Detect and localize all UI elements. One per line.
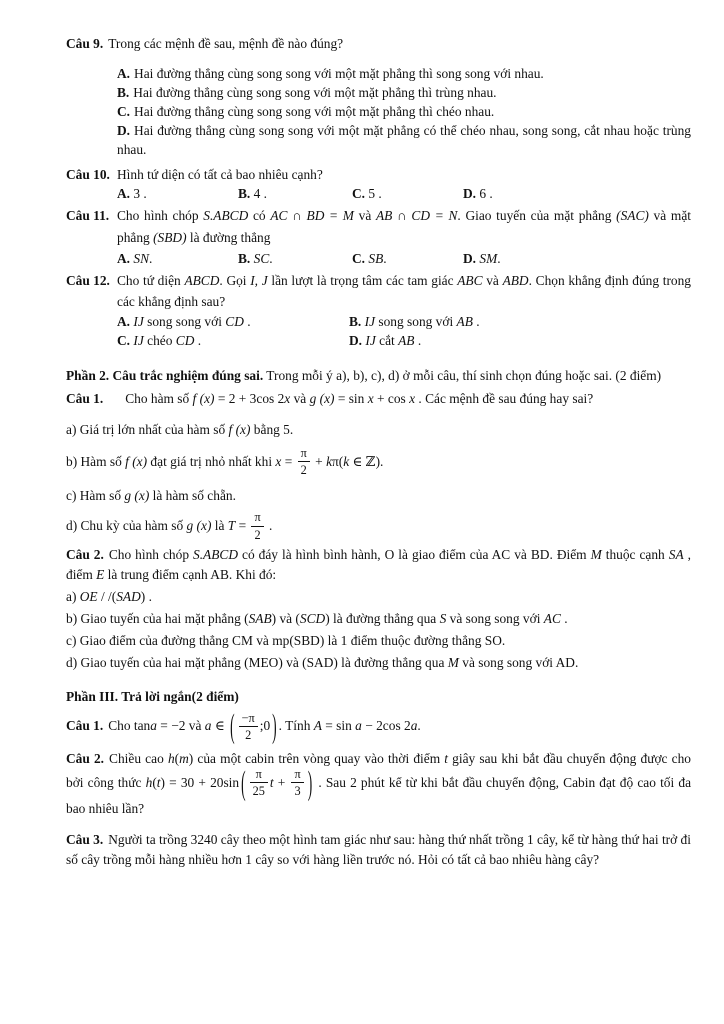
question-11-option-a bbox=[117, 249, 238, 268]
fraction: $\frac{\pi}{2}$ bbox=[298, 446, 310, 477]
fraction: $\frac{-\pi}{2}$ bbox=[239, 711, 258, 742]
question-12-option-b bbox=[349, 312, 691, 331]
part2-question-2-item-d: d) Giao tuyến của hai mặt phẳng (MEO) và (SAD) là đường thẳng qua M và song song với AD. bbox=[66, 654, 579, 670]
part2-question-2-body: Cho hình chóp S.ABCD có đáy là hình bình hành, O là giao điểm của AC và BD. Điểm M thuộc cạnh SA , điểm E là trung điểm cạnh AB. Khi đó: bbox=[66, 546, 691, 582]
option-text: IJ song song với CD . bbox=[133, 314, 251, 329]
question-9-option-d bbox=[117, 121, 691, 159]
fraction: $\frac{\pi}{3}$ bbox=[291, 767, 303, 798]
part3-question-1-body: Cho tana = −2 và a ∈ ( $\frac{-\pi}{2}$ ;0 ) . Tính A = sin a − 2cos 2a. bbox=[108, 718, 421, 733]
option-letter: B. bbox=[238, 251, 251, 266]
part2-question-1-text bbox=[66, 389, 691, 408]
part1-multiple-choice-section bbox=[66, 34, 691, 350]
question-12-label: Câu 12. bbox=[66, 273, 110, 288]
option-text: Hai đường thẳng cùng song song với một mặt phẳng thì trùng nhau. bbox=[133, 85, 497, 100]
part3-question-1-label: Câu 1. bbox=[66, 718, 104, 734]
question-9-text bbox=[66, 34, 691, 53]
option-text: SB. bbox=[368, 251, 387, 266]
part2-question-1-item-c: c) Hàm số g (x) là hàm số chẵn. bbox=[66, 488, 236, 504]
tall-parenthesis: ) bbox=[307, 763, 313, 802]
question-9-option-c bbox=[117, 102, 691, 121]
option-text: SN. bbox=[133, 251, 153, 266]
question-10-option-c bbox=[352, 184, 463, 203]
option-letter: C. bbox=[117, 104, 131, 119]
part2-question-2-item-c: c) Giao điểm của đường thẳng CM và mp(SBD) là 1 điểm thuộc đường thẳng SO. bbox=[66, 632, 506, 648]
part2-question-2 bbox=[66, 545, 691, 673]
option-letter: B. bbox=[349, 314, 362, 329]
question-9 bbox=[66, 34, 691, 159]
option-text: Hai đường thẳng cùng song song với một mặt phẳng thì chéo nhau. bbox=[134, 104, 495, 119]
question-10-option-d bbox=[463, 184, 691, 203]
option-letter: C. bbox=[352, 186, 366, 201]
option-text: 4 . bbox=[253, 186, 268, 201]
question-11-label: Câu 11. bbox=[66, 208, 110, 223]
fraction: $\frac{\pi}{25}$ bbox=[250, 767, 268, 798]
option-text: SM. bbox=[479, 251, 501, 266]
part2-question-1-body: Cho hàm số f (x) = 2 + 3cos 2x và g (x) = sin x + cos x . Các mệnh đề sau đúng hay sai? bbox=[125, 391, 594, 406]
question-12 bbox=[66, 270, 691, 350]
option-text: Hai đường thẳng cùng song song với một mặt phẳng thì song song với nhau. bbox=[134, 66, 544, 81]
question-10 bbox=[66, 165, 691, 203]
question-11-option-b bbox=[238, 249, 352, 268]
part2-question-1-item-b: b) Hàm số f (x) đạt giá trị nhỏ nhất khi x = $\frac{\pi}{2}$ + kπ(k ∈ ℤ). bbox=[66, 446, 384, 478]
question-9-option-a bbox=[117, 64, 691, 83]
question-9-label: Câu 9. bbox=[66, 36, 104, 51]
question-9-option-b bbox=[117, 83, 691, 102]
question-9-options bbox=[66, 64, 691, 159]
option-letter: A. bbox=[117, 66, 131, 81]
option-letter: A. bbox=[117, 251, 131, 266]
part3-short-answer-section bbox=[66, 687, 691, 871]
fraction: $\frac{\pi}{2}$ bbox=[251, 510, 263, 541]
question-12-body: Cho tứ diện ABCD. Gọi I, J lần lượt là trọng tâm các tam giác ABC và ABD. Chọn khẳng định đúng trong các khẳng định sau? bbox=[117, 273, 691, 309]
question-9-body: Trong các mệnh đề sau, mệnh đề nào đúng? bbox=[108, 36, 344, 51]
option-text: 3 . bbox=[133, 186, 147, 201]
part2-question-2-item-a: a) OE / /(SAD) . bbox=[66, 588, 152, 604]
part2-question-1 bbox=[66, 389, 691, 543]
part3-question-1 bbox=[66, 706, 691, 746]
question-11-option-d bbox=[463, 249, 691, 268]
option-letter: D. bbox=[463, 251, 477, 266]
option-letter: D. bbox=[117, 123, 131, 138]
option-text: IJ cắt AB . bbox=[365, 333, 422, 348]
question-11 bbox=[66, 205, 691, 268]
question-10-options bbox=[117, 184, 691, 203]
question-10-option-b bbox=[238, 184, 352, 203]
part2-question-2-text bbox=[66, 545, 691, 585]
option-text: SC. bbox=[253, 251, 273, 266]
option-letter: D. bbox=[349, 333, 363, 348]
question-11-body: Cho hình chóp S.ABCD có AC ∩ BD = M và AB ∩ CD = N. Giao tuyến của mặt phẳng (SAC) và mặt phẳng (SBD) là đường thẳng bbox=[117, 208, 691, 245]
part3-question-2 bbox=[66, 749, 691, 818]
question-11-options bbox=[117, 249, 691, 268]
question-12-option-a bbox=[117, 312, 349, 331]
option-text: IJ song song với AB . bbox=[364, 314, 480, 329]
option-text: Hai đường thẳng cùng song song với một mặt phẳng có thể chéo nhau, song song, cắt nhau hoặc trùng nhau. bbox=[117, 123, 691, 157]
question-12-option-d bbox=[349, 331, 691, 350]
option-text: 5 . bbox=[368, 186, 382, 201]
option-letter: B. bbox=[117, 85, 130, 100]
tall-parenthesis: ) bbox=[272, 706, 277, 746]
part3-heading: Phần III. Trả lời ngắn(2 điểm) bbox=[66, 688, 239, 704]
option-text: 6 . bbox=[479, 186, 493, 201]
question-12-options-row-2 bbox=[117, 331, 691, 350]
part2-question-1-label: Câu 1. bbox=[66, 391, 104, 406]
question-12-options-row-1 bbox=[117, 312, 691, 331]
part3-question-2-body: Chiều cao h(m) của một cabin trên vòng quay vào thời điểm t giây sau khi bắt đầu chuyển động được cho bởi công thức h(t) = 30 + 20sin ( $\frac{\pi}{25}$ t + $\frac{\pi}{3}$ ) . Sau 2 phút kể từ khi bắt đầu chuyển động, Cabin đạt độ cao tối đa bao nhiêu lần? bbox=[66, 751, 692, 817]
option-letter: C. bbox=[117, 333, 131, 348]
option-text: IJ chéo CD . bbox=[133, 333, 202, 348]
option-letter: C. bbox=[352, 251, 366, 266]
part3-question-2-label: Câu 2. bbox=[66, 751, 105, 767]
part2-question-1-item-d: d) Chu kỳ của hàm số g (x) là T = $\frac{\pi}{2}$ . bbox=[66, 510, 273, 542]
question-12-option-c bbox=[117, 331, 349, 350]
option-letter: B. bbox=[238, 186, 251, 201]
question-11-option-c bbox=[352, 249, 463, 268]
question-10-body: Hình tứ diện có tất cả bao nhiêu cạnh? bbox=[117, 167, 323, 182]
part3-question-3-label: Câu 3. bbox=[66, 832, 104, 848]
part2-question-1-item-a: a) Giá trị lớn nhất của hàm số f (x) bằng 5. bbox=[66, 422, 294, 437]
part3-question-3 bbox=[66, 830, 691, 870]
tall-parenthesis: ( bbox=[230, 706, 235, 746]
option-letter: A. bbox=[117, 186, 131, 201]
part2-true-false-section bbox=[66, 366, 691, 673]
option-letter: A. bbox=[117, 314, 131, 329]
part2-heading: Phần 2. Câu trắc nghiệm đúng sai. Trong mỗi ý a), b), c), d) ở mỗi câu, thí sinh chọn đúng hoặc sai. (2 điểm) bbox=[66, 368, 662, 383]
part2-question-2-label: Câu 2. bbox=[66, 546, 104, 562]
part2-question-2-item-b: b) Giao tuyến của hai mặt phẳng (SAB) và (SCD) là đường thẳng qua S và song song với AC . bbox=[66, 610, 568, 626]
question-10-label: Câu 10. bbox=[66, 167, 110, 182]
option-letter: D. bbox=[463, 186, 477, 201]
part3-question-3-body: Người ta trồng 3240 cây theo một hình tam giác như sau: hàng thứ nhất trồng 1 cây, kể từ hàng thứ hai trở đi số cây trồng mỗi hàng nhiều hơn 1 cây so với hàng liền trước nó. Hỏi có tất cả bao nhiêu hàng cây? bbox=[66, 832, 691, 868]
question-10-option-a bbox=[117, 184, 238, 203]
tall-parenthesis: ( bbox=[241, 763, 246, 802]
